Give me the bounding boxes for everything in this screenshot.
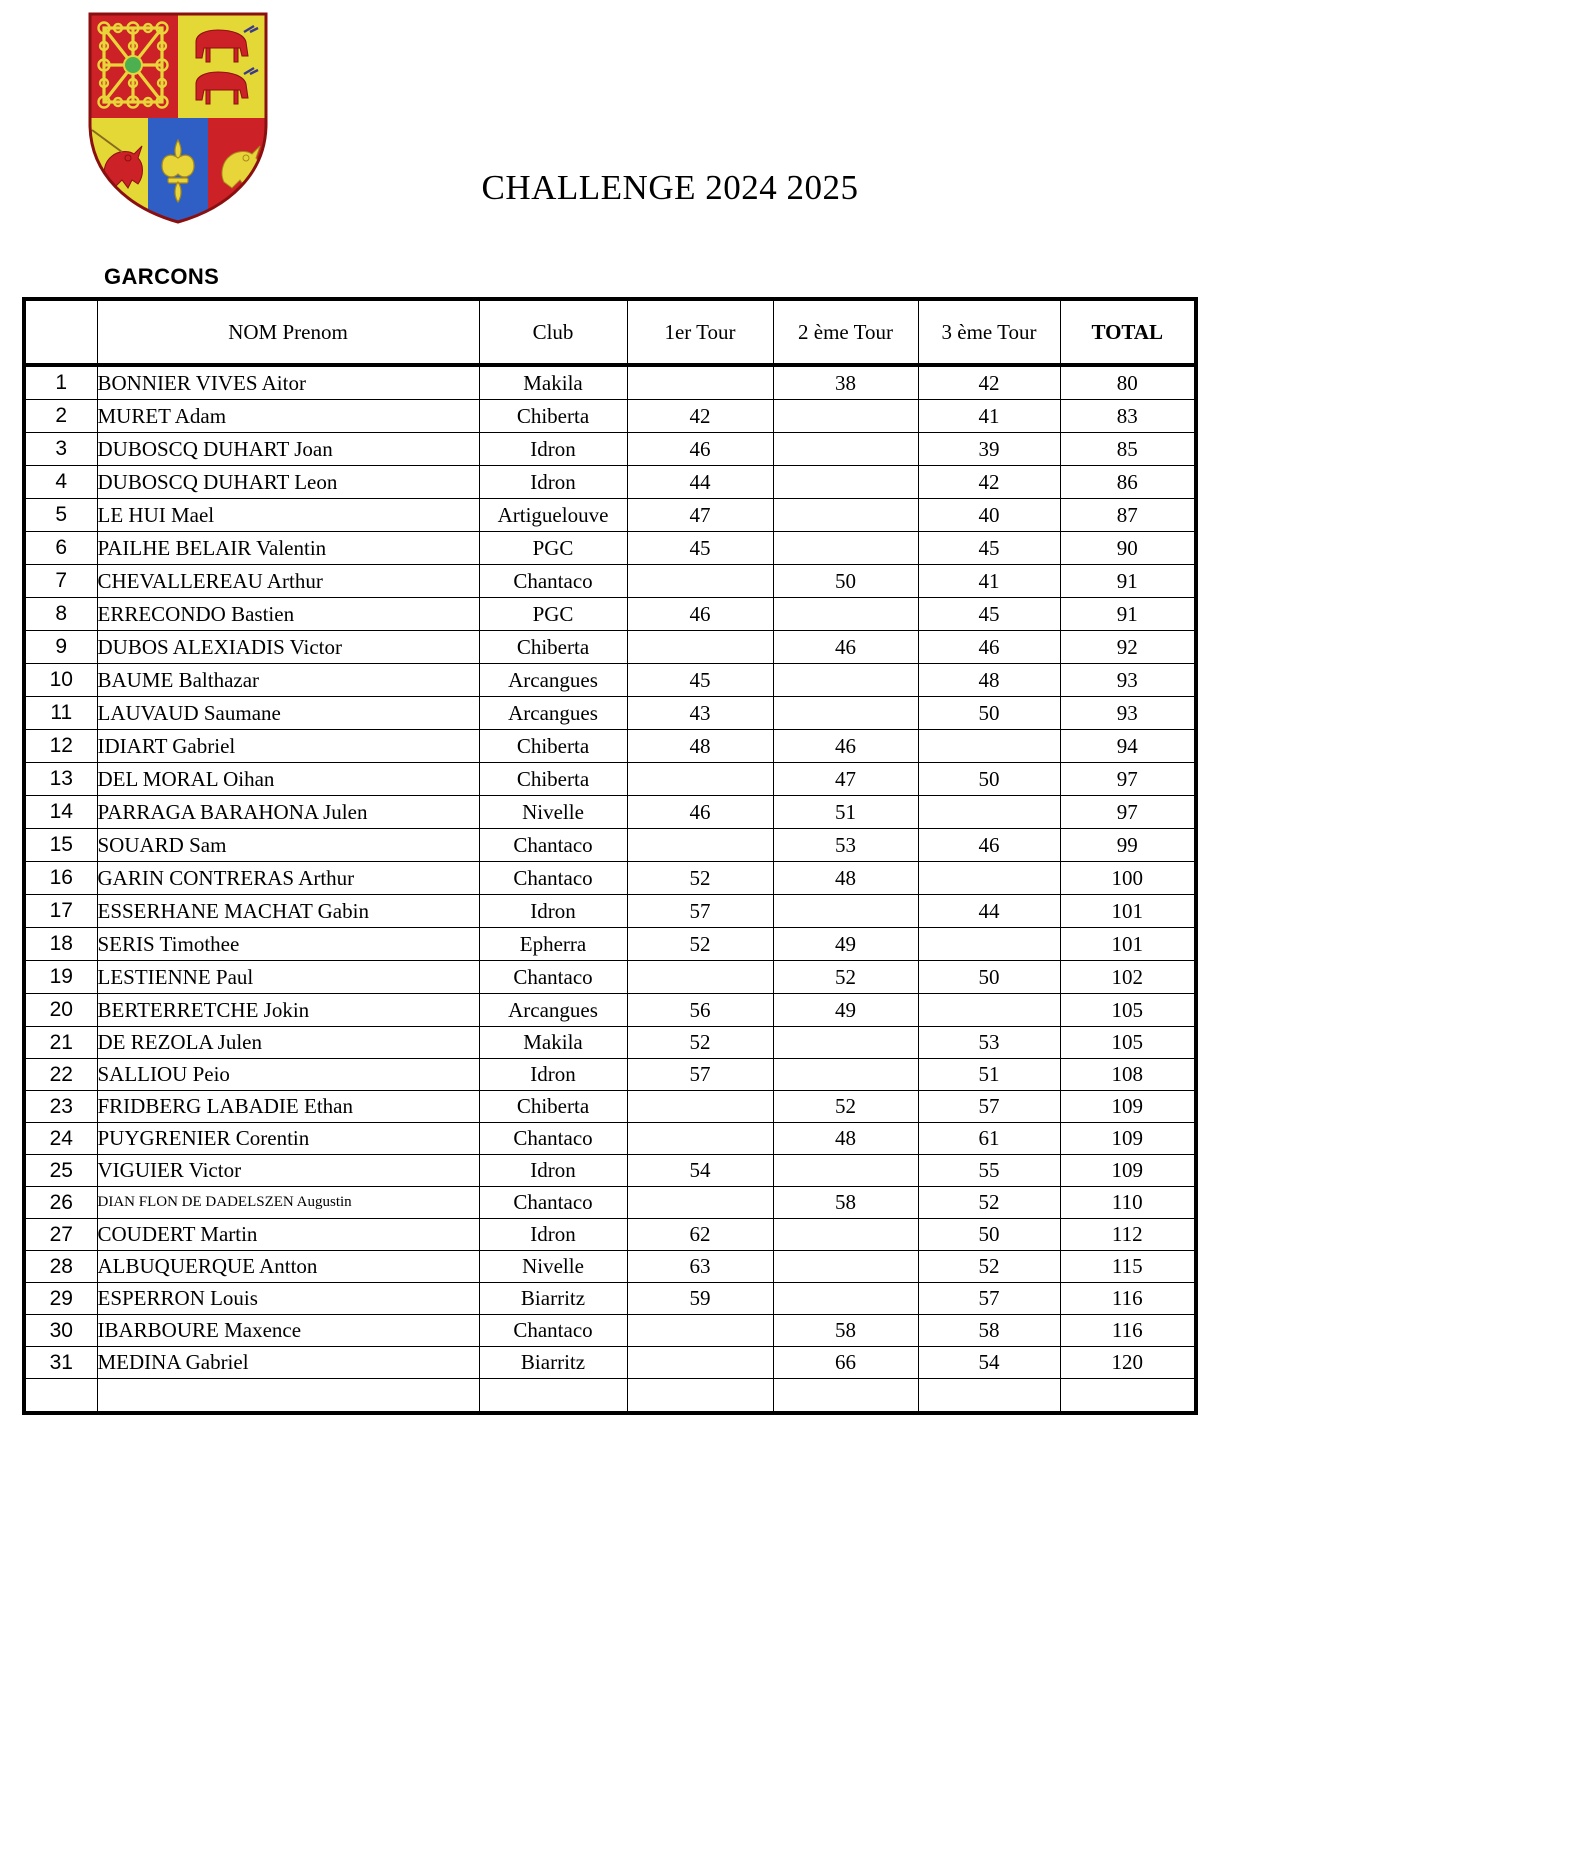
cell-name: DEL MORAL Oihan [97,763,479,796]
table-body [24,365,1196,1413]
cell-tour2 [773,697,918,730]
cell-total: 102 [1060,961,1196,994]
cell-rank: 29 [24,1283,97,1315]
table-row [24,1347,1196,1379]
cell-total: 99 [1060,829,1196,862]
table-row [24,1091,1196,1123]
cell-name: SERIS Timothee [97,928,479,961]
ranking-table [22,297,1198,1415]
table-row-empty [24,1379,1196,1414]
cell-club: Idron [479,1059,627,1091]
cell-club: Artiguelouve [479,499,627,532]
cell-rank: 3 [24,433,97,466]
ranking-table-container [22,297,1194,1415]
cell-club: Idron [479,433,627,466]
cell-rank: 12 [24,730,97,763]
cell-rank: 17 [24,895,97,928]
cell-tour1: 46 [627,433,773,466]
cell-tour1: 46 [627,796,773,829]
column-header-tour3: 3 ème Tour [918,299,1060,365]
cell-tour2 [773,499,918,532]
cell-name: PUYGRENIER Corentin [97,1123,479,1155]
table-row [24,1027,1196,1059]
table-row [24,664,1196,697]
cell-tour1 [627,1379,773,1414]
cell-club: Chiberta [479,1091,627,1123]
cell-rank: 14 [24,796,97,829]
cell-name: SALLIOU Peio [97,1059,479,1091]
column-header-total: TOTAL [1060,299,1196,365]
cell-tour1 [627,1315,773,1347]
cell-tour1: 59 [627,1283,773,1315]
cell-rank [24,1379,97,1414]
cell-name: MEDINA Gabriel [97,1347,479,1379]
cell-total: 80 [1060,365,1196,400]
cell-total: 116 [1060,1315,1196,1347]
cell-club: Biarritz [479,1347,627,1379]
cell-name: LE HUI Mael [97,499,479,532]
cell-total: 97 [1060,796,1196,829]
cell-rank: 30 [24,1315,97,1347]
cell-tour3: 51 [918,1059,1060,1091]
cell-tour2: 49 [773,994,918,1027]
cell-tour1 [627,961,773,994]
cell-name: DE REZOLA Julen [97,1027,479,1059]
cell-club: Chantaco [479,829,627,862]
cell-name: MURET Adam [97,400,479,433]
cell-rank: 23 [24,1091,97,1123]
cell-tour3: 52 [918,1251,1060,1283]
cell-club: PGC [479,532,627,565]
cell-name: ESPERRON Louis [97,1283,479,1315]
cell-tour1: 48 [627,730,773,763]
cell-club: Biarritz [479,1283,627,1315]
cell-club: Chantaco [479,1315,627,1347]
cell-name: BONNIER VIVES Aitor [97,365,479,400]
table-row [24,598,1196,631]
table-row [24,697,1196,730]
cell-club: Chantaco [479,565,627,598]
cell-tour2 [773,1219,918,1251]
cell-name: PAILHE BELAIR Valentin [97,532,479,565]
cell-tour3: 42 [918,365,1060,400]
cell-tour1: 52 [627,862,773,895]
cell-club: Nivelle [479,1251,627,1283]
cell-name: ESSERHANE MACHAT Gabin [97,895,479,928]
cell-tour1: 46 [627,598,773,631]
cell-tour1: 45 [627,664,773,697]
cell-total: 87 [1060,499,1196,532]
table-row [24,730,1196,763]
column-header-club: Club [479,299,627,365]
cell-tour3: 46 [918,829,1060,862]
cell-tour2 [773,1027,918,1059]
cell-tour1 [627,829,773,862]
cell-club: Arcangues [479,994,627,1027]
cell-tour1: 45 [627,532,773,565]
cell-tour1 [627,1123,773,1155]
cell-club: Chiberta [479,400,627,433]
table-row [24,1155,1196,1187]
cell-tour1 [627,763,773,796]
cell-rank: 20 [24,994,97,1027]
table-row [24,1187,1196,1219]
cell-tour3: 58 [918,1315,1060,1347]
cell-tour2 [773,1059,918,1091]
cell-tour2: 46 [773,631,918,664]
cell-name: LESTIENNE Paul [97,961,479,994]
table-row [24,1123,1196,1155]
cell-name: DIAN FLON DE DADELSZEN Augustin [97,1187,479,1219]
cell-tour3: 40 [918,499,1060,532]
cell-tour3 [918,730,1060,763]
cell-name: BERTERRETCHE Jokin [97,994,479,1027]
cell-total: 109 [1060,1123,1196,1155]
cell-club [479,1379,627,1414]
cell-name: FRIDBERG LABADIE Ethan [97,1091,479,1123]
cell-total: 105 [1060,994,1196,1027]
table-row [24,763,1196,796]
cell-club: Arcangues [479,697,627,730]
cell-tour2: 48 [773,862,918,895]
page-title: CHALLENGE 2024 2025 [481,168,859,207]
cell-club: Idron [479,466,627,499]
cell-tour2: 50 [773,565,918,598]
cell-tour2 [773,433,918,466]
cell-club: Chiberta [479,763,627,796]
cell-tour2: 52 [773,961,918,994]
cell-tour2: 47 [773,763,918,796]
cell-name: DUBOS ALEXIADIS Victor [97,631,479,664]
cell-tour3: 45 [918,532,1060,565]
cell-total: 101 [1060,895,1196,928]
table-row [24,796,1196,829]
cell-club: Makila [479,1027,627,1059]
cell-name: IBARBOURE Maxence [97,1315,479,1347]
cell-name [97,1379,479,1414]
cell-tour1: 47 [627,499,773,532]
cell-tour1 [627,365,773,400]
cell-rank: 24 [24,1123,97,1155]
cell-rank: 18 [24,928,97,961]
table-row [24,961,1196,994]
cell-tour2 [773,1251,918,1283]
cell-total: 94 [1060,730,1196,763]
cell-total: 116 [1060,1283,1196,1315]
cell-name: BAUME Balthazar [97,664,479,697]
cell-rank: 22 [24,1059,97,1091]
table-row [24,365,1196,400]
cell-club: Idron [479,1219,627,1251]
cell-rank: 28 [24,1251,97,1283]
cell-club: Chiberta [479,730,627,763]
cell-total: 108 [1060,1059,1196,1091]
cell-tour1: 52 [627,928,773,961]
table-row [24,433,1196,466]
cell-tour1: 63 [627,1251,773,1283]
cell-tour3: 61 [918,1123,1060,1155]
cell-tour3: 41 [918,400,1060,433]
cell-club: Chiberta [479,631,627,664]
cell-tour3: 50 [918,1219,1060,1251]
table-row [24,631,1196,664]
cell-tour1 [627,1091,773,1123]
cell-tour1: 56 [627,994,773,1027]
cell-rank: 13 [24,763,97,796]
cell-total: 120 [1060,1347,1196,1379]
table-header [24,299,1196,365]
cell-tour1: 44 [627,466,773,499]
cell-tour1: 54 [627,1155,773,1187]
cell-total: 110 [1060,1187,1196,1219]
table-row [24,1315,1196,1347]
cell-name: ERRECONDO Bastien [97,598,479,631]
cell-tour2 [773,664,918,697]
cell-name: DUBOSCQ DUHART Leon [97,466,479,499]
table-row [24,532,1196,565]
cell-tour3: 54 [918,1347,1060,1379]
table-row [24,1283,1196,1315]
table-row [24,1219,1196,1251]
cell-tour3: 41 [918,565,1060,598]
cell-tour3: 53 [918,1027,1060,1059]
cell-tour3: 57 [918,1091,1060,1123]
cell-tour2 [773,400,918,433]
cell-rank: 19 [24,961,97,994]
cell-tour2 [773,1283,918,1315]
cell-name: CHEVALLEREAU Arthur [97,565,479,598]
cell-tour1: 62 [627,1219,773,1251]
cell-rank: 8 [24,598,97,631]
cell-name: IDIART Gabriel [97,730,479,763]
cell-name: SOUARD Sam [97,829,479,862]
cell-rank: 15 [24,829,97,862]
cell-rank: 6 [24,532,97,565]
cell-tour2: 51 [773,796,918,829]
cell-tour3 [918,796,1060,829]
cell-tour2 [773,532,918,565]
column-header-tour2: 2 ème Tour [773,299,918,365]
cell-rank: 4 [24,466,97,499]
cell-tour3: 50 [918,697,1060,730]
table-row [24,895,1196,928]
cell-club: Chantaco [479,1187,627,1219]
cell-tour2: 58 [773,1315,918,1347]
cell-tour1: 43 [627,697,773,730]
cell-tour3: 42 [918,466,1060,499]
cell-club: Makila [479,365,627,400]
cell-total: 92 [1060,631,1196,664]
cell-tour3 [918,994,1060,1027]
cell-rank: 1 [24,365,97,400]
cell-tour1: 57 [627,1059,773,1091]
cell-name: DUBOSCQ DUHART Joan [97,433,479,466]
cell-tour2: 58 [773,1187,918,1219]
column-header-rank [24,299,97,365]
cell-tour2: 52 [773,1091,918,1123]
cell-total: 85 [1060,433,1196,466]
cell-rank: 26 [24,1187,97,1219]
cell-rank: 2 [24,400,97,433]
cell-tour2: 49 [773,928,918,961]
cell-tour3 [918,862,1060,895]
cell-tour2: 38 [773,365,918,400]
cell-tour3: 44 [918,895,1060,928]
cell-tour1 [627,1347,773,1379]
cell-tour2: 46 [773,730,918,763]
cell-club: Chantaco [479,862,627,895]
cell-name: GARIN CONTRERAS Arthur [97,862,479,895]
cell-total: 93 [1060,664,1196,697]
cell-tour1: 42 [627,400,773,433]
cell-rank: 21 [24,1027,97,1059]
cell-tour3: 57 [918,1283,1060,1315]
cell-tour3: 48 [918,664,1060,697]
cell-tour2 [773,895,918,928]
cell-tour2 [773,1379,918,1414]
cell-total: 90 [1060,532,1196,565]
cell-tour3: 46 [918,631,1060,664]
cell-rank: 10 [24,664,97,697]
table-row [24,994,1196,1027]
column-header-tour1: 1er Tour [627,299,773,365]
cell-total: 100 [1060,862,1196,895]
cell-total: 109 [1060,1155,1196,1187]
cell-rank: 31 [24,1347,97,1379]
cell-total [1060,1379,1196,1414]
cell-total: 83 [1060,400,1196,433]
cell-name: LAUVAUD Saumane [97,697,479,730]
cell-club: PGC [479,598,627,631]
cell-club: Nivelle [479,796,627,829]
table-row [24,829,1196,862]
cell-total: 91 [1060,565,1196,598]
cell-rank: 11 [24,697,97,730]
cell-club: Chantaco [479,961,627,994]
table-row [24,499,1196,532]
cell-tour3: 55 [918,1155,1060,1187]
cell-name: COUDERT Martin [97,1219,479,1251]
cell-total: 93 [1060,697,1196,730]
cell-name: ALBUQUERQUE Antton [97,1251,479,1283]
cell-total: 97 [1060,763,1196,796]
table-row [24,1251,1196,1283]
table-row [24,862,1196,895]
table-row [24,400,1196,433]
cell-tour3: 45 [918,598,1060,631]
cell-tour3: 50 [918,763,1060,796]
table-row [24,565,1196,598]
cell-tour1: 57 [627,895,773,928]
cell-total: 105 [1060,1027,1196,1059]
cell-club: Idron [479,895,627,928]
table-row [24,928,1196,961]
cell-rank: 25 [24,1155,97,1187]
cell-rank: 7 [24,565,97,598]
cell-tour2: 48 [773,1123,918,1155]
cell-tour3: 50 [918,961,1060,994]
cell-total: 86 [1060,466,1196,499]
cell-tour2 [773,466,918,499]
category-label: GARCONS [104,264,220,289]
cell-total: 109 [1060,1091,1196,1123]
cell-club: Arcangues [479,664,627,697]
cell-tour3 [918,1379,1060,1414]
cell-club: Epherra [479,928,627,961]
cell-tour3 [918,928,1060,961]
cell-tour3: 52 [918,1187,1060,1219]
cell-tour1 [627,565,773,598]
table-row [24,466,1196,499]
cell-tour1: 52 [627,1027,773,1059]
cell-total: 91 [1060,598,1196,631]
cell-rank: 27 [24,1219,97,1251]
cell-total: 115 [1060,1251,1196,1283]
cell-tour1 [627,1187,773,1219]
cell-club: Chantaco [479,1123,627,1155]
cell-tour2 [773,1155,918,1187]
cell-name: VIGUIER Victor [97,1155,479,1187]
cell-rank: 9 [24,631,97,664]
column-header-name: NOM Prenom [97,299,479,365]
cell-rank: 16 [24,862,97,895]
cell-name: PARRAGA BARAHONA Julen [97,796,479,829]
cell-total: 112 [1060,1219,1196,1251]
cell-total: 101 [1060,928,1196,961]
cell-rank: 5 [24,499,97,532]
cell-tour1 [627,631,773,664]
cell-tour2 [773,598,918,631]
cell-tour2: 53 [773,829,918,862]
cell-tour3: 39 [918,433,1060,466]
cell-club: Idron [479,1155,627,1187]
table-row [24,1059,1196,1091]
cell-tour2: 66 [773,1347,918,1379]
